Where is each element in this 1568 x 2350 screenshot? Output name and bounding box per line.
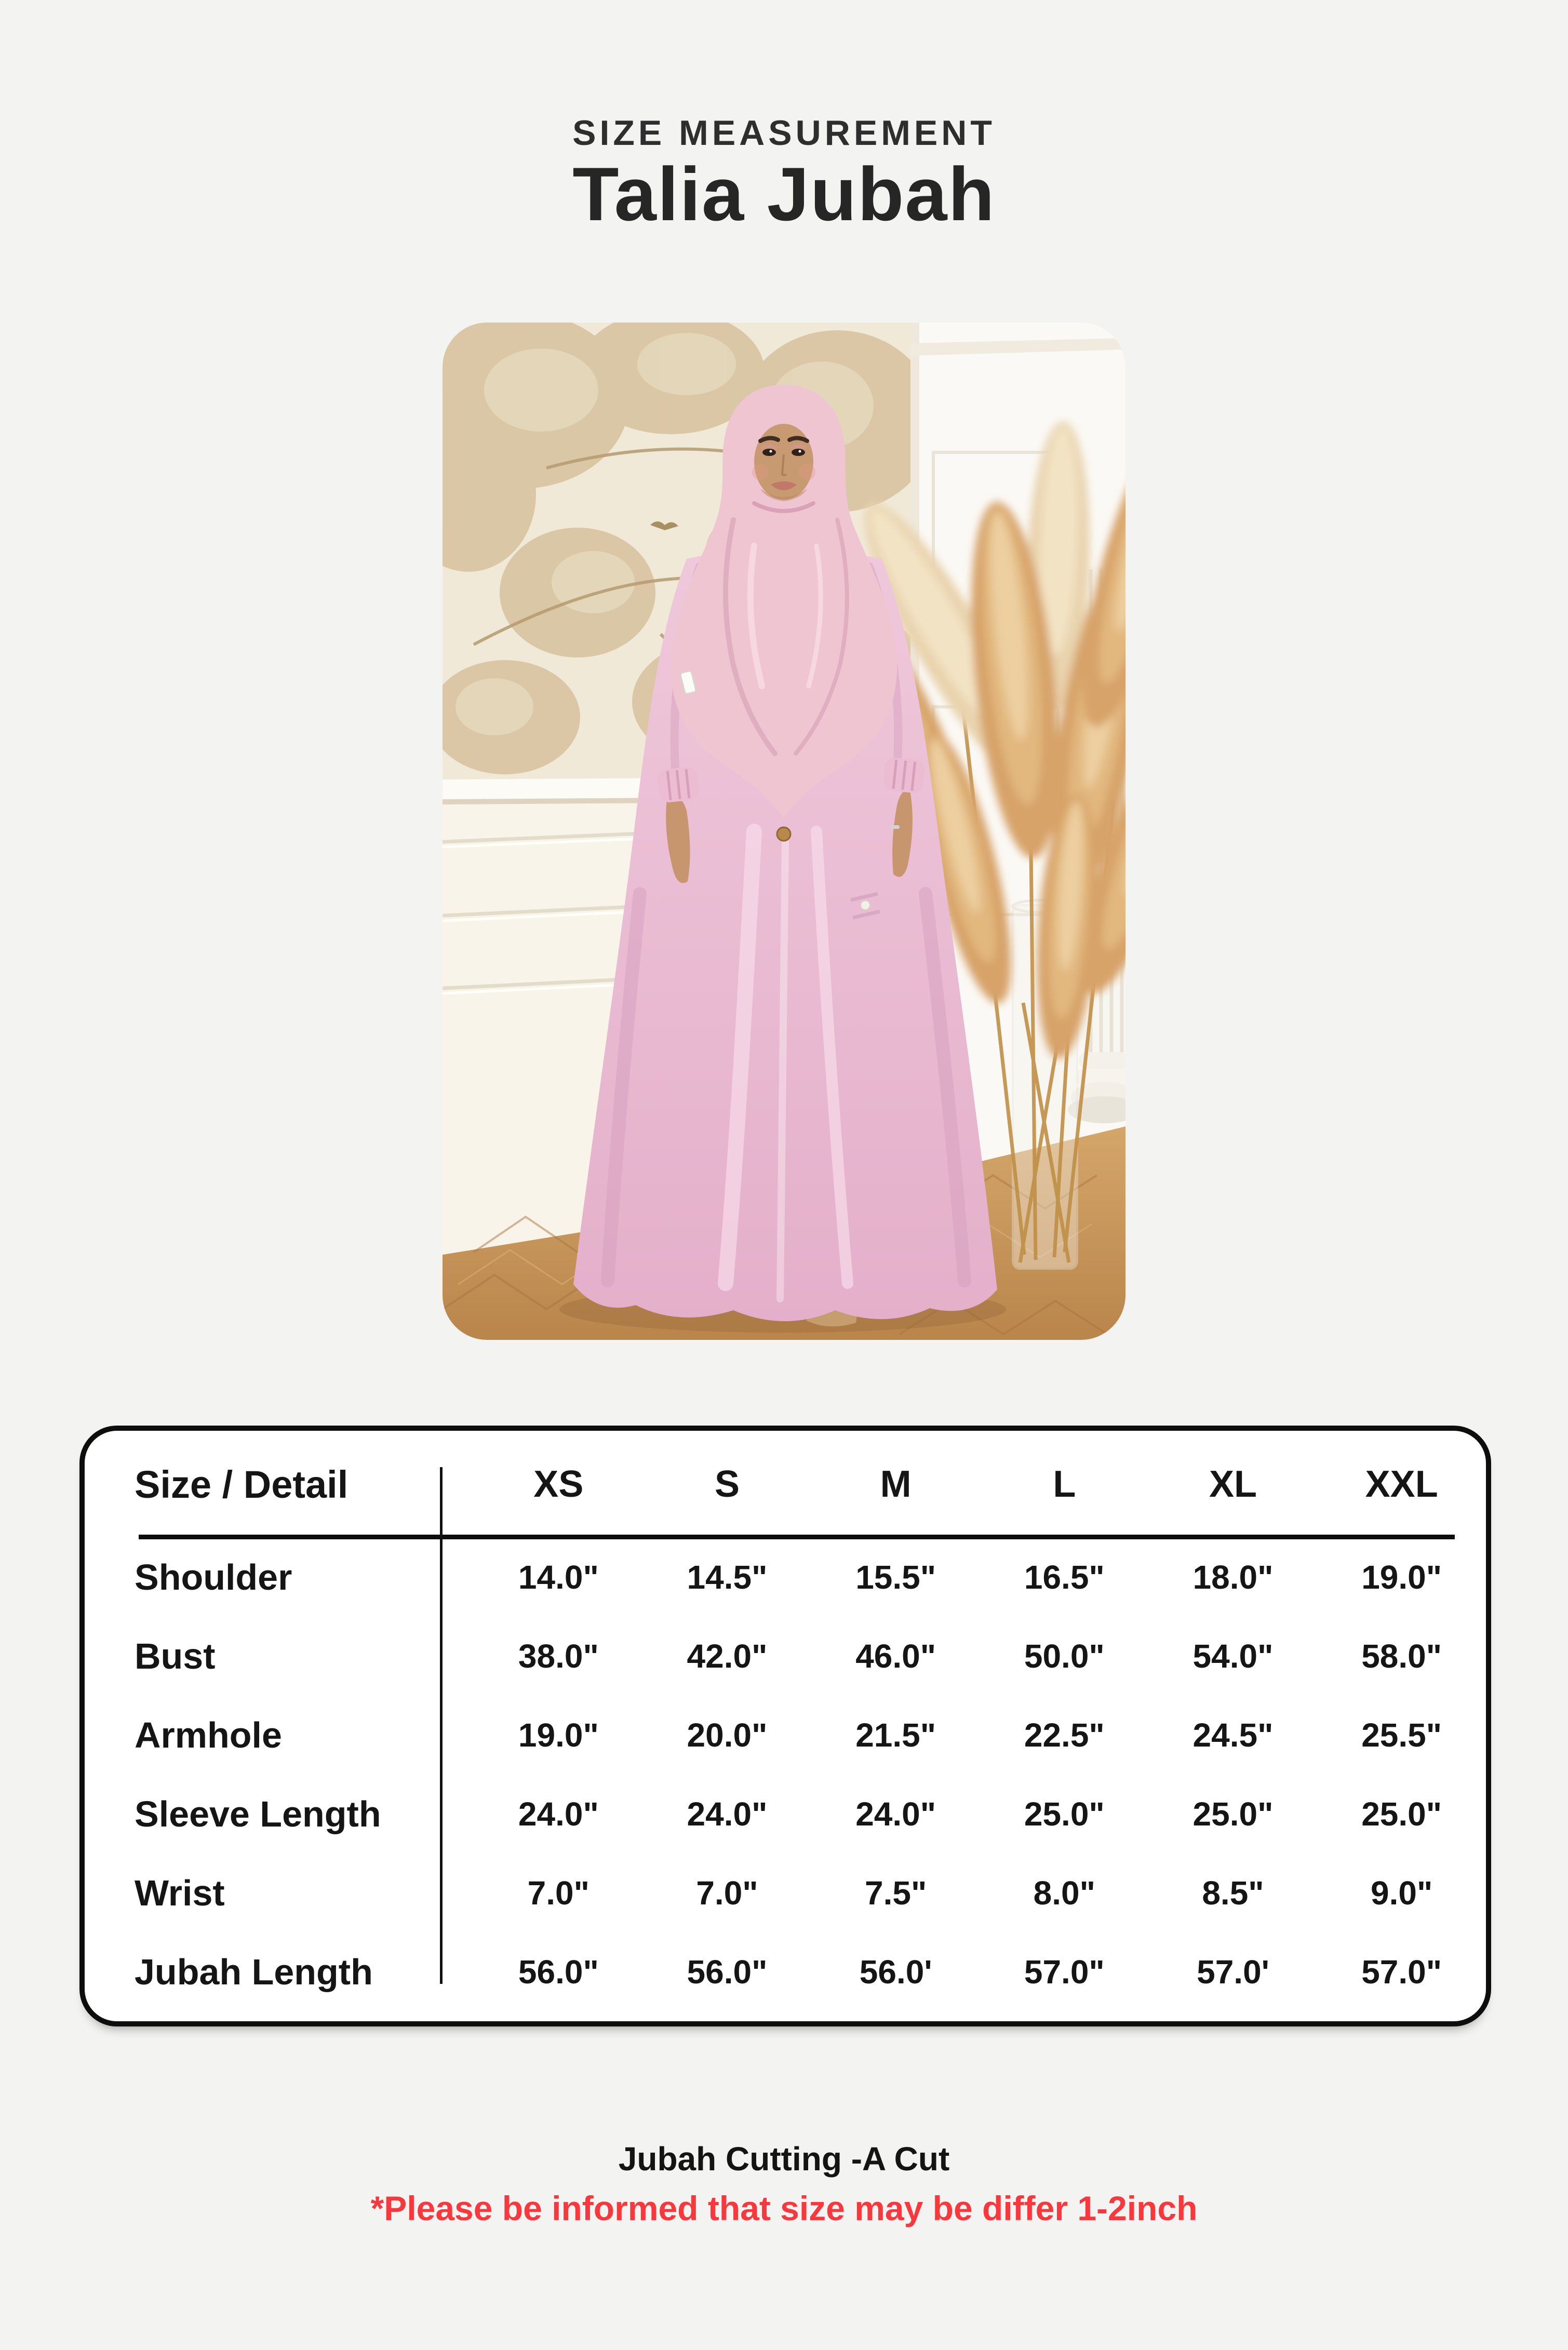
cell-shoulder-xl: 18.0" (1192, 1559, 1274, 1596)
cell-bust-m: 46.0" (855, 1637, 936, 1675)
cell-wrist-l: 8.0" (1033, 1874, 1095, 1912)
gold-button (777, 827, 790, 841)
product-photo (443, 323, 1125, 1340)
column-header-l: L (1053, 1463, 1076, 1505)
pearl-button (861, 901, 870, 910)
cell-bust-xs: 38.0" (518, 1637, 599, 1675)
cell-armhole-xs: 19.0" (518, 1716, 599, 1754)
cell-jubah-length-m: 56.0' (859, 1953, 932, 1991)
column-header-xs: XS (533, 1463, 584, 1505)
size-table-card (79, 1426, 1491, 2026)
cell-wrist-xl: 8.5" (1202, 1874, 1264, 1912)
row-label-bust: Bust (135, 1636, 216, 1676)
row-label-wrist: Wrist (135, 1873, 225, 1913)
cell-jubah-length-xl: 57.0' (1197, 1953, 1269, 1991)
cutting-note: Jubah Cutting -A Cut (618, 2140, 950, 2178)
column-header-xxl: XXL (1365, 1463, 1438, 1505)
page-title: Talia Jubah (572, 152, 996, 236)
cell-shoulder-xs: 14.0" (518, 1559, 599, 1596)
cell-shoulder-s: 14.5" (687, 1559, 768, 1596)
cell-shoulder-m: 15.5" (855, 1559, 936, 1596)
column-header-s: S (714, 1463, 740, 1505)
cell-bust-xl: 54.0" (1192, 1637, 1274, 1675)
row-label-jubah-length: Jubah Length (135, 1952, 373, 1992)
cell-armhole-xxl: 25.5" (1361, 1716, 1442, 1754)
cell-bust-s: 42.0" (687, 1637, 768, 1675)
cell-sleeve-length-xl: 25.0" (1192, 1795, 1274, 1833)
cell-jubah-length-xxl: 57.0" (1361, 1953, 1442, 1991)
cell-armhole-xl: 24.5" (1192, 1716, 1274, 1754)
column-header-xl: XL (1209, 1463, 1257, 1505)
cell-armhole-l: 22.5" (1024, 1716, 1105, 1754)
size-disclaimer: *Please be informed that size may be differ 1-2inch (370, 2189, 1198, 2227)
cell-jubah-length-s: 56.0" (687, 1953, 768, 1991)
ring (890, 825, 900, 829)
row-label-shoulder: Shoulder (135, 1557, 292, 1597)
size-table-grid (85, 1431, 1486, 2021)
cell-sleeve-length-m: 24.0" (855, 1795, 936, 1833)
cell-sleeve-length-l: 25.0" (1024, 1795, 1105, 1833)
cell-armhole-s: 20.0" (687, 1716, 768, 1754)
cell-wrist-xs: 7.0" (527, 1874, 589, 1912)
cell-jubah-length-xs: 56.0" (518, 1953, 599, 1991)
cell-sleeve-length-xxl: 25.0" (1361, 1795, 1442, 1833)
product-photo-illustration (443, 323, 1125, 1340)
cell-bust-xxl: 58.0" (1361, 1637, 1442, 1675)
cell-wrist-s: 7.0" (696, 1874, 758, 1912)
header (0, 113, 1568, 234)
table-corner-label: Size / Detail (135, 1462, 349, 1506)
table-column-divider (440, 1467, 443, 1984)
cell-bust-l: 50.0" (1024, 1637, 1105, 1675)
table-header-rule (139, 1535, 1455, 1539)
cell-armhole-m: 21.5" (855, 1716, 936, 1754)
eyebrow-title: SIZE MEASUREMENT (572, 113, 996, 153)
cell-shoulder-xxl: 19.0" (1361, 1559, 1442, 1596)
row-label-sleeve-length: Sleeve Length (135, 1794, 381, 1834)
cell-sleeve-length-s: 24.0" (687, 1795, 768, 1833)
cell-jubah-length-l: 57.0" (1024, 1953, 1105, 1991)
footer (0, 2139, 1568, 2230)
cell-wrist-xxl: 9.0" (1371, 1874, 1433, 1912)
cell-wrist-m: 7.5" (865, 1874, 927, 1912)
cell-sleeve-length-xs: 24.0" (518, 1795, 599, 1833)
cell-shoulder-l: 16.5" (1024, 1559, 1105, 1596)
row-label-armhole: Armhole (135, 1715, 282, 1755)
column-header-m: M (880, 1463, 912, 1505)
